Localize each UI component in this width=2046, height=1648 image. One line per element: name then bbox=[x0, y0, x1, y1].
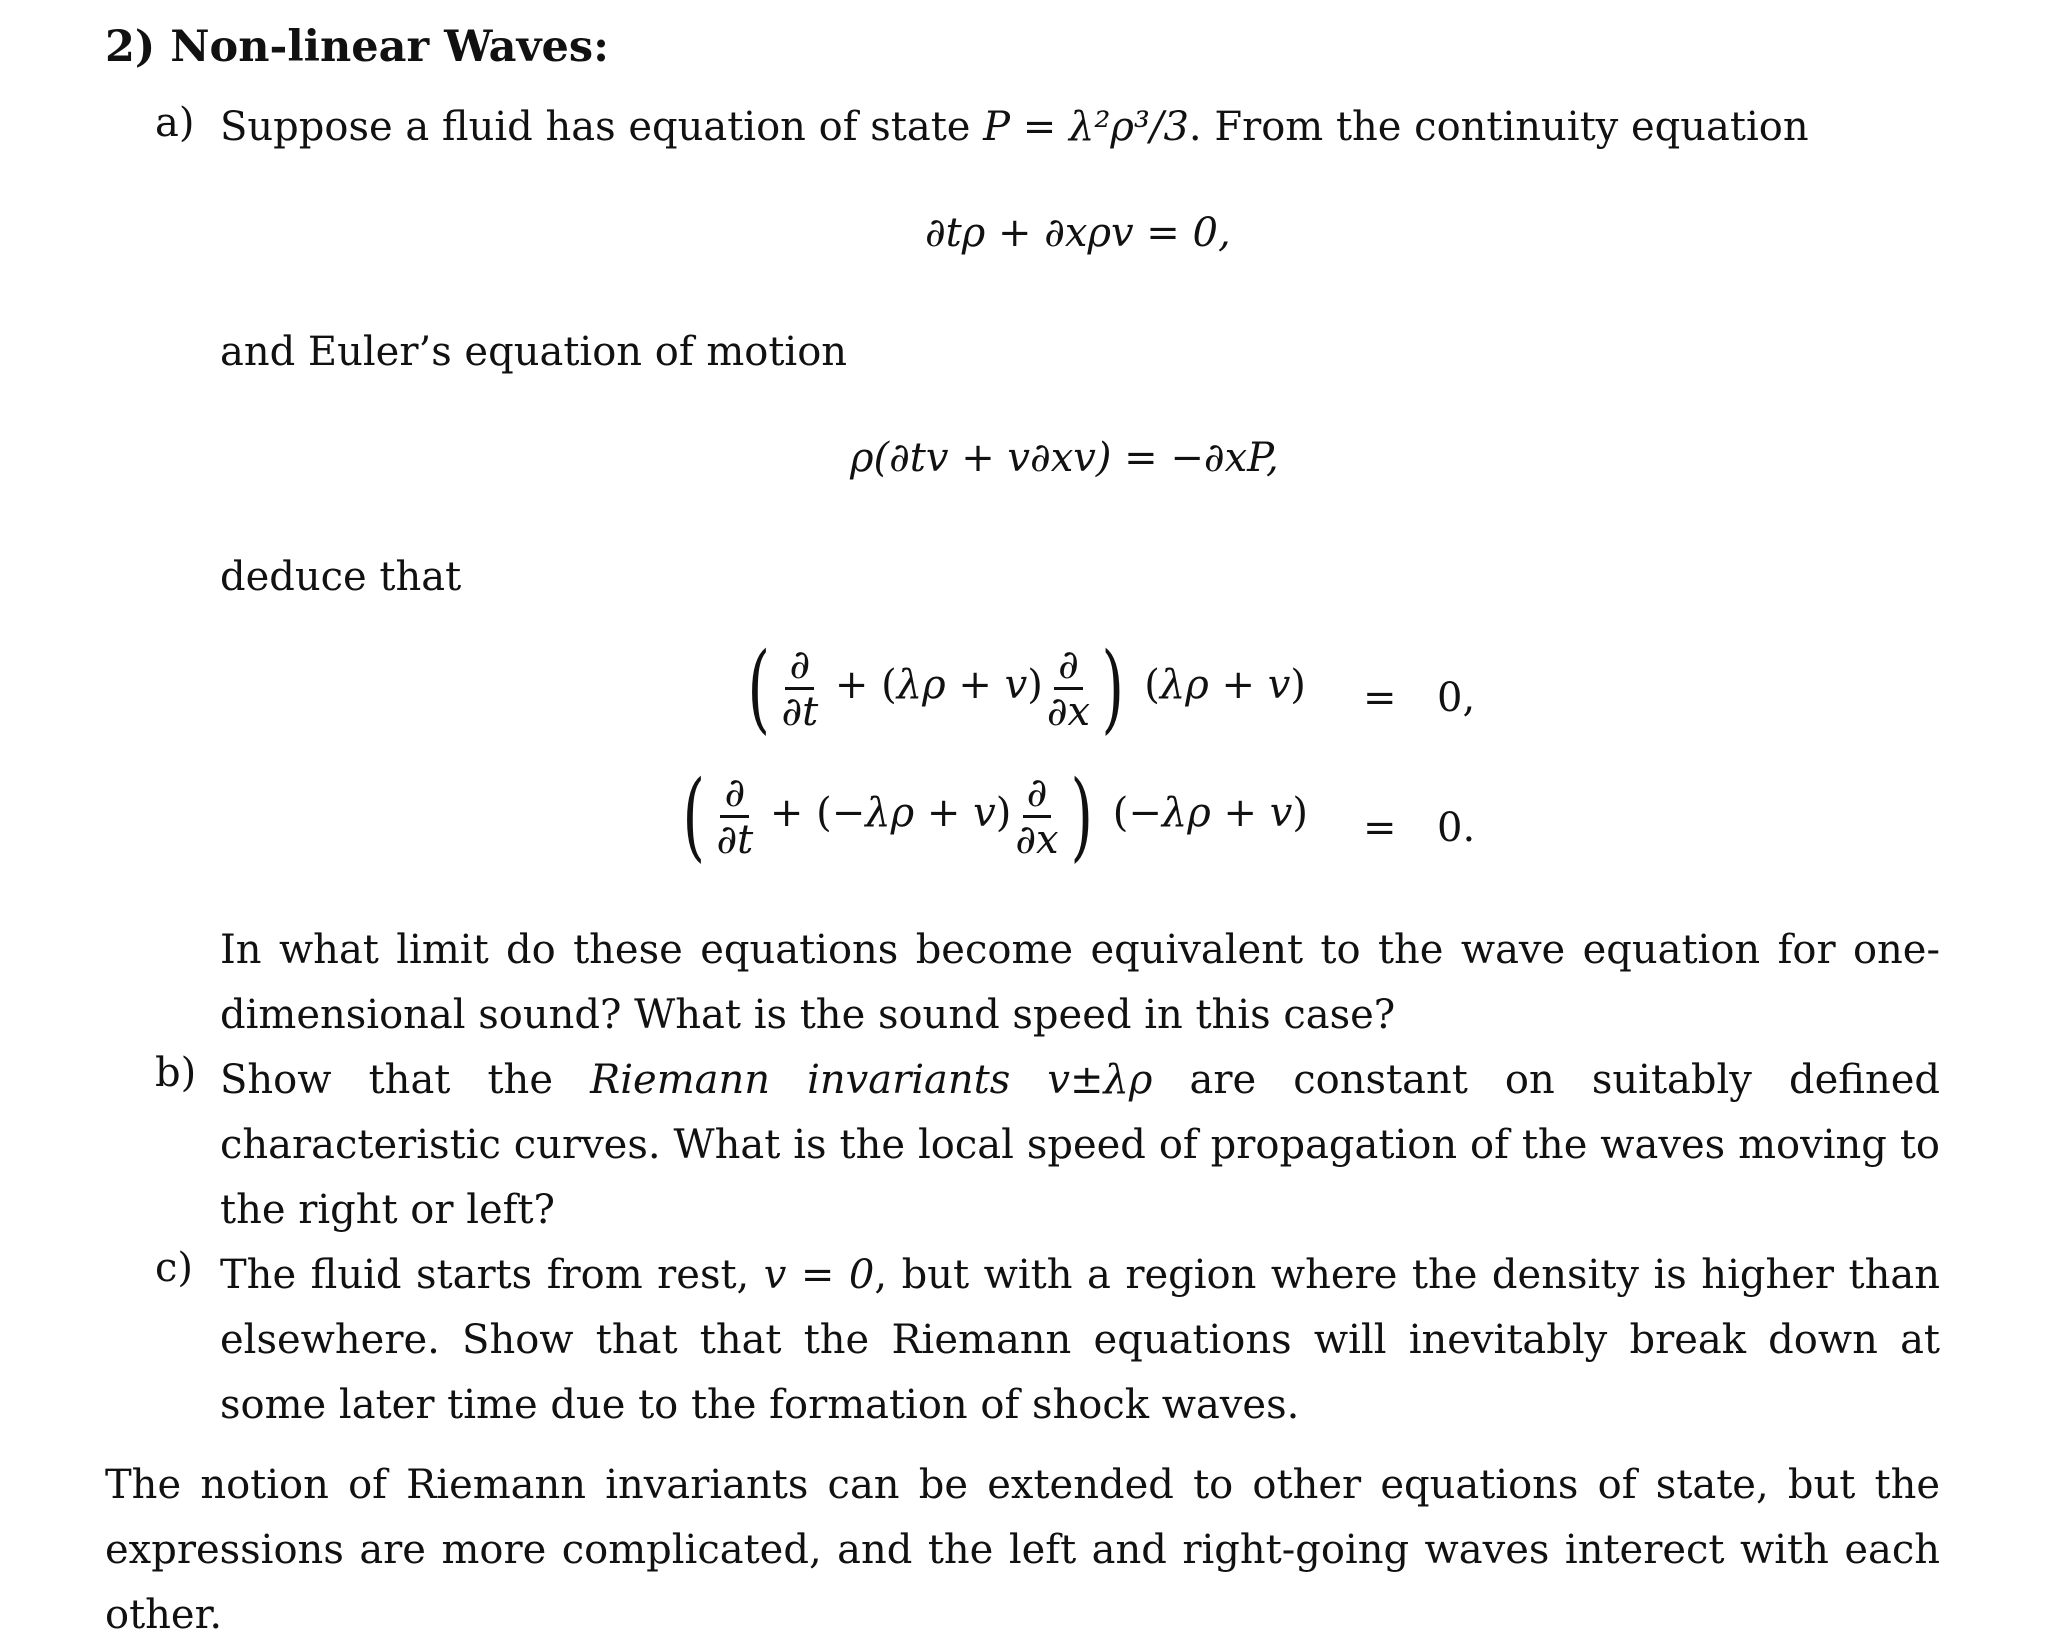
section-heading: 2) Non-linear Waves: bbox=[105, 22, 609, 72]
part-a-question: In what limit do these equations become equivalent to the wave equation for one-dimensional sound? What is the sound speed in this case? bbox=[220, 927, 1940, 1038]
equation-2-rhs: 0. bbox=[1437, 805, 1476, 851]
deduce-text: deduce that bbox=[220, 554, 462, 600]
euler-equation: ρ(∂tv + v∂xv) = −∂xP, bbox=[850, 435, 1279, 481]
equation-1-equals: = bbox=[1363, 675, 1397, 721]
intro-text-end: . From the continuity equation bbox=[1188, 104, 1809, 150]
closing-paragraph: The notion of Riemann invariants can be extended to other equations of state, but the expressions are more complicated, and the left and right-going waves interect with each other. bbox=[105, 1462, 1940, 1638]
intro-text: Suppose a fluid has equation of state bbox=[220, 104, 984, 150]
equation-2-equals: = bbox=[1363, 805, 1397, 851]
riemann-invariants-emphasis: Riemann invariants bbox=[590, 1057, 1011, 1103]
part-c-label: c) bbox=[155, 1245, 194, 1291]
part-b-text: Show that the Riemann invariants v±λρ are constant on suitably defined characteristic curves. What is the local speed of propagation of the waves moving to the right or left? bbox=[220, 1057, 1940, 1233]
continuity-equation: ∂tρ + ∂xρv = 0, bbox=[925, 210, 1231, 256]
equation-2: ( $\frac{\partial}{\partial t}$ + (−λρ + v) $\frac{\partial}{\partial x}$ ) (−λρ + v) bbox=[682, 760, 1308, 872]
equation-1: ( $\frac{\partial}{\partial t}$ + (λρ + v) $\frac{\partial}{\partial x}$ ) (λρ + v) bbox=[747, 632, 1306, 744]
euler-intro: and Euler’s equation of motion bbox=[220, 329, 848, 375]
part-b-label: b) bbox=[155, 1050, 197, 1096]
part-c-text: The fluid starts from rest, v = 0, but with a region where the density is higher than elsewhere. Show that that the Riemann equations will inevitably break down at some later time due to the formation of shock waves. bbox=[220, 1252, 1940, 1428]
part-a-label: a) bbox=[155, 100, 195, 146]
part-a-intro bbox=[220, 95, 1940, 160]
equation-1-rhs: 0, bbox=[1437, 675, 1476, 721]
equation-of-state: P = λ²ρ³/3 bbox=[983, 104, 1189, 150]
